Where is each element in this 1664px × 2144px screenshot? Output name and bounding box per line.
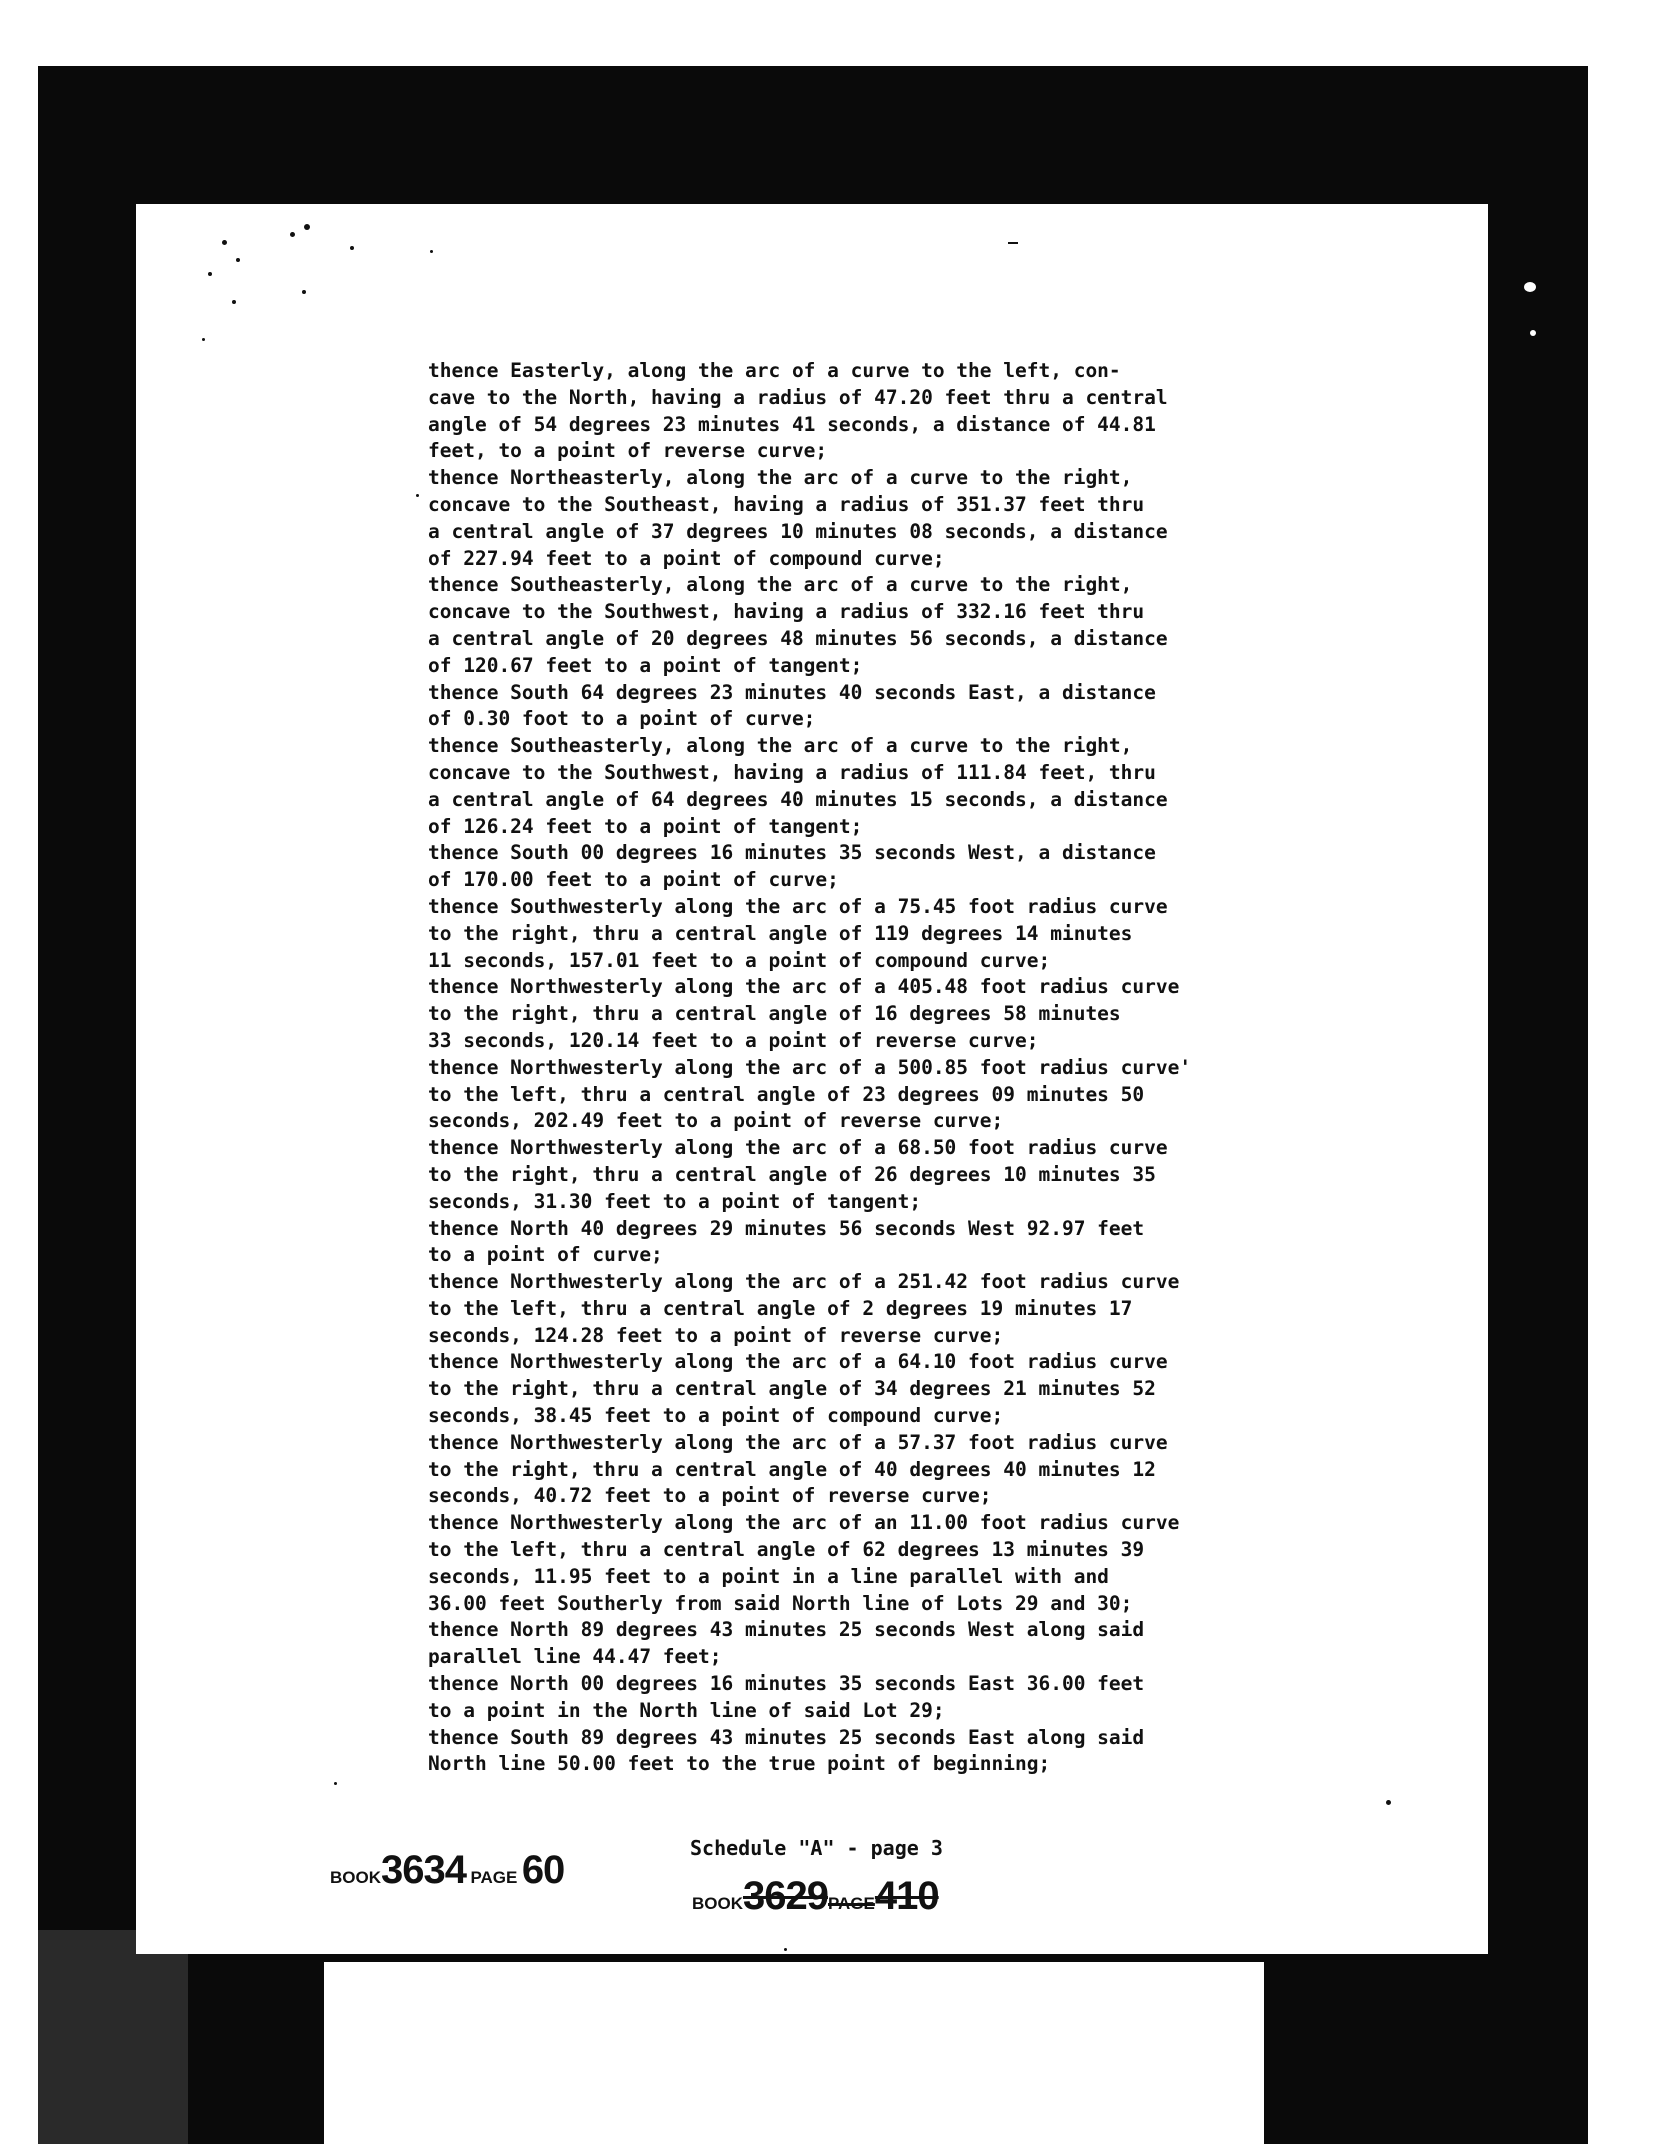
text-line: North line 50.00 feet to the true point of beginning; xyxy=(428,1752,1051,1776)
text-line: of 120.67 feet to a point of tangent; xyxy=(428,653,863,677)
text-line: to a point in the North line of said Lot 29; xyxy=(428,1698,945,1722)
text-line: seconds, 40.72 feet to a point of reverse curve; xyxy=(428,1484,992,1508)
stamp-book-number: 3634 xyxy=(381,1848,466,1892)
text-line: thence South 89 degrees 43 minutes 25 seconds East along said xyxy=(428,1725,1145,1749)
text-line: concave to the Southeast, having a radius of 351.37 feet thru xyxy=(428,492,1145,516)
text-line: of 126.24 feet to a point of tangent; xyxy=(428,814,863,838)
text-line: seconds, 31.30 feet to a point of tangent; xyxy=(428,1189,922,1213)
text-line: seconds, 38.45 feet to a point of compound curve; xyxy=(428,1404,1004,1428)
text-line: 11 seconds, 157.01 feet to a point of compound curve; xyxy=(428,948,1051,972)
text-line: cave to the North, having a radius of 47.20 feet thru a central xyxy=(428,385,1168,409)
text-line: thence North 00 degrees 16 minutes 35 seconds East 36.00 feet xyxy=(428,1672,1145,1696)
text-line: thence Northwesterly along the arc of a 68.50 foot radius curve xyxy=(428,1136,1168,1160)
stamp-page-label: PAGE xyxy=(827,1894,875,1913)
text-line: 36.00 feet Southerly from said North line of Lots 29 and 30; xyxy=(428,1591,1133,1615)
text-line: of 0.30 foot to a point of curve; xyxy=(428,707,816,731)
text-line: to a point of curve; xyxy=(428,1243,663,1267)
scan-speck xyxy=(784,1948,787,1951)
text-line: concave to the Southwest, having a radius of 111.84 feet, thru xyxy=(428,760,1156,784)
text-line: thence Northwesterly along the arc of a 64.10 foot radius curve xyxy=(428,1350,1168,1374)
text-line: thence Easterly, along the arc of a curve to the left, con- xyxy=(428,359,1121,382)
text-line: seconds, 202.49 feet to a point of reverse curve; xyxy=(428,1109,1004,1133)
text-line: to the right, thru a central angle of 16 degrees 58 minutes xyxy=(428,1002,1121,1026)
text-line: a central angle of 37 degrees 10 minutes 08 seconds, a distance xyxy=(428,519,1168,543)
recording-stamp xyxy=(330,1848,564,1893)
text-line: concave to the Southwest, having a radius of 332.16 feet thru xyxy=(428,600,1145,624)
text-line: to the right, thru a central angle of 34 degrees 21 minutes 52 xyxy=(428,1377,1156,1401)
text-line: to the left, thru a central angle of 2 degrees 19 minutes 17 xyxy=(428,1296,1133,1320)
stamp-page-number: 410 xyxy=(874,1874,939,1918)
scan-speck xyxy=(430,250,433,253)
scan-speck xyxy=(202,338,205,341)
text-line: thence Southwesterly along the arc of a 75.45 foot radius curve xyxy=(428,894,1168,918)
text-line: to the left, thru a central angle of 62 degrees 13 minutes 39 xyxy=(428,1538,1145,1562)
stamp-book-label: BOOK xyxy=(692,1894,743,1913)
scan-speck xyxy=(236,258,240,262)
stamp-page-number: 60 xyxy=(521,1848,565,1892)
text-line: to the left, thru a central angle of 23 degrees 09 minutes 50 xyxy=(428,1082,1145,1106)
text-line: feet, to a point of reverse curve; xyxy=(428,439,828,463)
text-line: 33 seconds, 120.14 feet to a point of reverse curve; xyxy=(428,1028,1039,1052)
text-line: to the right, thru a central angle of 26 degrees 10 minutes 35 xyxy=(428,1162,1156,1186)
scan-speck xyxy=(1524,282,1536,292)
scan-speck xyxy=(302,290,306,294)
schedule-page-label: Schedule "A" - page 3 xyxy=(690,1836,943,1860)
text-line: parallel line 44.47 feet; xyxy=(428,1645,722,1669)
scan-speck xyxy=(290,232,295,237)
scan-noise-corner xyxy=(38,1930,188,2144)
text-line: of 227.94 feet to a point of compound curve; xyxy=(428,546,945,570)
text-line: of 170.00 feet to a point of curve; xyxy=(428,868,839,892)
text-line: a central angle of 20 degrees 48 minutes 56 seconds, a distance xyxy=(428,626,1168,650)
text-line: to the right, thru a central angle of 40 degrees 40 minutes 12 xyxy=(428,1457,1156,1481)
stamp-page-label: PAGE xyxy=(470,1868,518,1887)
scan-speck xyxy=(304,224,310,230)
text-line: thence Northwesterly along the arc of a 500.85 foot radius curve' xyxy=(428,1055,1192,1079)
scan-speck xyxy=(208,272,212,276)
scan-speck xyxy=(1008,242,1018,244)
stamp-book-number: 3629 xyxy=(743,1874,828,1918)
stamp-book-label: BOOK xyxy=(330,1868,381,1887)
text-line: thence Northwesterly along the arc of an 11.00 foot radius curve xyxy=(428,1511,1180,1535)
text-line: thence South 64 degrees 23 minutes 40 seconds East, a distance xyxy=(428,680,1156,704)
scan-speck xyxy=(350,246,354,250)
scan-speck xyxy=(1386,1800,1391,1805)
text-line: thence Northwesterly along the arc of a 251.42 foot radius curve xyxy=(428,1270,1180,1294)
text-line: thence Southeasterly, along the arc of a curve to the right, xyxy=(428,734,1133,758)
text-line: to the right, thru a central angle of 119 degrees 14 minutes xyxy=(428,921,1133,945)
text-line: thence Northeasterly, along the arc of a curve to the right, xyxy=(428,466,1133,490)
text-line: thence Southeasterly, along the arc of a curve to the right, xyxy=(428,573,1133,597)
scan-white-patch xyxy=(324,1962,1264,2144)
text-line: thence Northwesterly along the arc of a 405.48 foot radius curve xyxy=(428,975,1180,999)
text-line: a central angle of 64 degrees 40 minutes 15 seconds, a distance xyxy=(428,787,1168,811)
text-line: thence North 40 degrees 29 minutes 56 seconds West 92.97 feet xyxy=(428,1216,1145,1240)
scan-speck xyxy=(416,494,419,497)
text-line: thence South 00 degrees 16 minutes 35 seconds West, a distance xyxy=(428,841,1156,865)
scan-speck xyxy=(334,1782,337,1785)
scan-speck xyxy=(1530,330,1536,336)
scan-speck xyxy=(232,300,236,304)
text-line: thence North 89 degrees 43 minutes 25 seconds West along said xyxy=(428,1618,1145,1642)
scan-speck xyxy=(222,240,227,245)
text-line: seconds, 11.95 feet to a point in a line parallel with and xyxy=(428,1564,1109,1588)
text-line: seconds, 124.28 feet to a point of reverse curve; xyxy=(428,1323,1004,1347)
text-line: angle of 54 degrees 23 minutes 41 seconds, a distance of 44.81 xyxy=(428,412,1156,436)
text-line: thence Northwesterly along the arc of a 57.37 foot radius curve xyxy=(428,1430,1168,1454)
struck-recording-stamp xyxy=(692,1874,939,1919)
legal-description-text xyxy=(428,358,1458,1778)
